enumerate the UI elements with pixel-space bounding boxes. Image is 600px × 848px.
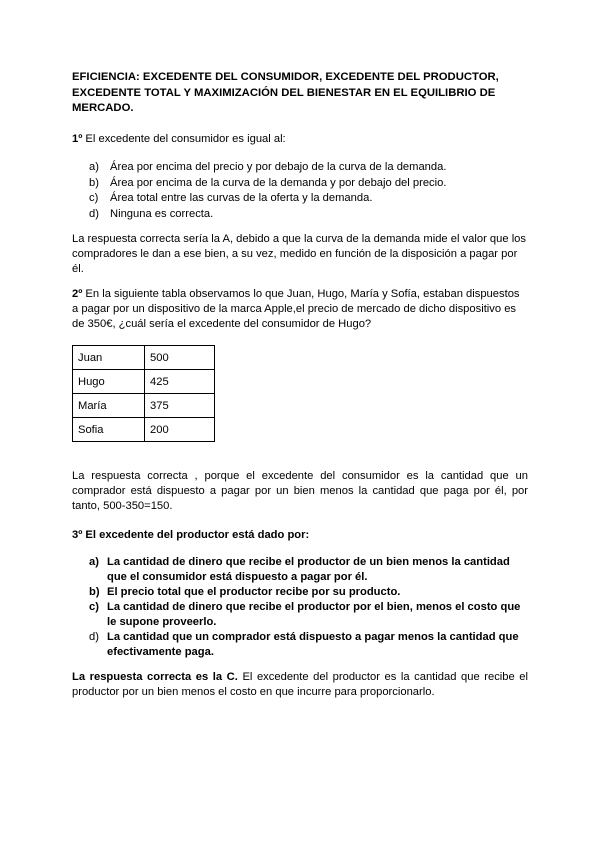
option-text: Área por encima de la curva de la demanda y por debajo del precio.	[110, 176, 447, 189]
table-cell-name: Sofia	[73, 418, 145, 442]
table-cell-value: 200	[145, 418, 215, 442]
option-c	[89, 191, 529, 207]
option-d	[89, 207, 529, 223]
table-cell-value: 500	[145, 346, 215, 370]
option-a	[89, 555, 529, 585]
question-1	[72, 132, 528, 147]
option-text: Área por encima del precio y por debajo de la curva de la demanda.	[110, 161, 447, 173]
option-text: La cantidad que un comprador está dispuesto a pagar menos la cantidad que efectivamente paga.	[107, 631, 519, 658]
option-text: Área total entre las curvas de la oferta y la demanda.	[110, 192, 373, 204]
table-row	[73, 418, 215, 442]
question-1-number: 1º	[72, 133, 83, 145]
option-text: Ninguna es correcta.	[110, 207, 214, 220]
option-letter: b)	[89, 586, 100, 598]
table-cell-name: Hugo	[73, 370, 145, 394]
document-title: EFICIENCIA: EXCEDENTE DEL CONSUMIDOR, EXCEDENTE DEL PRODUCTOR, EXCEDENTE TOTAL Y MAXIMIZACIÓN DEL BIENESTAR EN EL EQUILIBRIO DE MERCADO.	[72, 71, 499, 114]
table-cell-value: 425	[145, 370, 215, 394]
option-letter: c)	[89, 601, 99, 613]
option-letter: d)	[89, 631, 99, 643]
option-d	[89, 630, 529, 660]
option-c	[89, 600, 529, 630]
option-letter: a)	[89, 556, 99, 568]
table-row	[73, 346, 215, 370]
willingness-to-pay-table	[72, 345, 215, 442]
option-text: La cantidad de dinero que recibe el productor por el bien, menos el costo que le supone proveerlo.	[107, 601, 521, 628]
answer-3-lead: La respuesta correcta es la C.	[72, 671, 238, 683]
option-letter: b)	[89, 176, 99, 189]
option-a	[89, 160, 529, 176]
answer-3-text: El excedente del productor es la cantidad que recibe el productor por un bien menos el costo en que incurre para proporcionarlo.	[72, 671, 528, 698]
answer-3	[72, 670, 528, 700]
answer-2: La respuesta correcta , porque el excedente del consumidor es la cantidad que un comprador está dispuesto a pagar por un bien menos la cantidad que paga por él, por tanto, 500-350=150.	[72, 470, 528, 512]
option-letter: c)	[89, 192, 99, 204]
answer-1: La respuesta correcta sería la A, debido a que la curva de la demanda mide el valor que los compradores le dan a ese bien, a su vez, medido en función de la disposición a pagar por él.	[72, 233, 526, 275]
table-cell-name: María	[73, 394, 145, 418]
question-3: 3º El excedente del productor está dado por:	[72, 529, 310, 541]
option-b	[89, 585, 529, 600]
table-row	[73, 370, 215, 394]
option-letter: a)	[89, 161, 99, 173]
question-2-text: En la siguiente tabla observamos lo que Juan, Hugo, María y Sofía, estaban dispuestos a pagar por un dispositivo de la marca Apple,el precio de mercado de dicho dispositivo es de 350€, ¿cuál sería el excedente del consumidor de Hugo?	[72, 288, 520, 330]
question-3-options	[89, 555, 529, 660]
question-1-text: El excedente del consumidor es igual al:	[82, 133, 286, 145]
option-text: La cantidad de dinero que recibe el productor de un bien menos la cantidad que el consumidor está dispuesto a pagar por él.	[107, 556, 510, 583]
table-cell-value: 375	[145, 394, 215, 418]
option-letter: d)	[89, 207, 99, 220]
option-text: El precio total que el productor recibe por su producto.	[107, 586, 401, 598]
table-row	[73, 394, 215, 418]
table-cell-name: Juan	[73, 346, 145, 370]
question-2	[72, 287, 528, 332]
question-1-options	[89, 160, 529, 222]
question-2-number: 2º	[72, 288, 83, 300]
option-b	[89, 176, 529, 192]
